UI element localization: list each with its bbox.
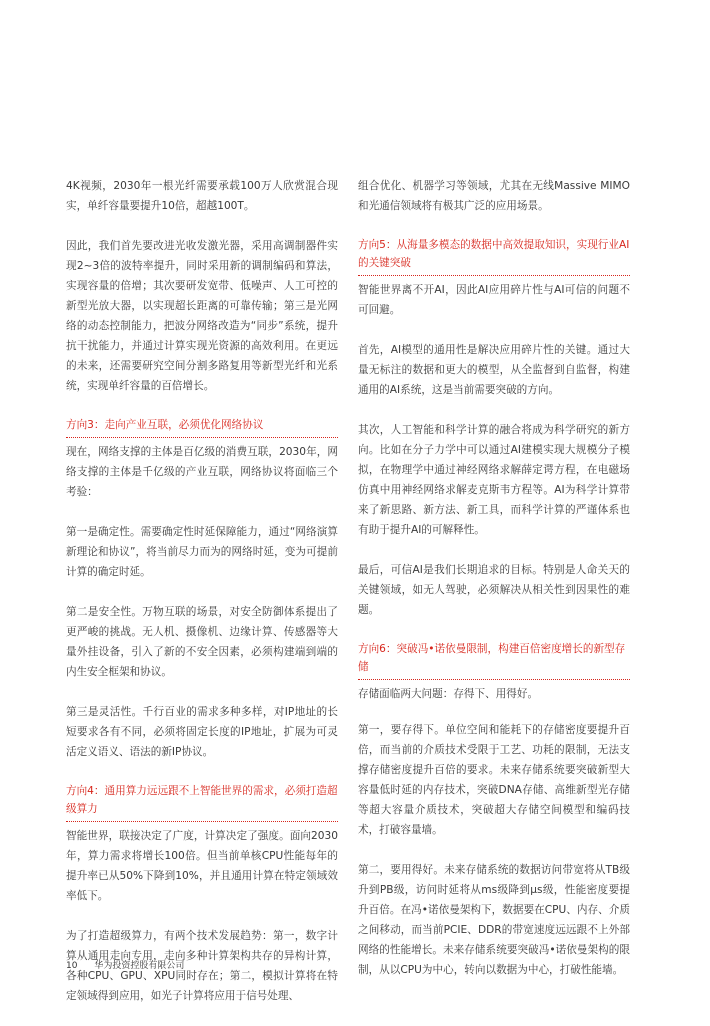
section-heading-3: 方向3：走向产业互联，必须优化网络协议 <box>66 416 338 438</box>
paragraph: 第一，要存得下。单位空间和能耗下的存储密度要提升百倍，而当前的介质技术受限于工艺、功耗的限制，无法支撑存储密度提升百倍的要求。未来存储系统要突破新型大容量低时延的内存技术，突破DNA存储、高维新型光存储等超大容量介质技术，突破超大存储空间模型和编码技术，打破容量墙。 <box>358 724 630 836</box>
section-heading-6: 方向6：突破冯•诺依曼限制，构建百倍密度增长的新型存储 <box>358 640 630 680</box>
paragraph: 智能世界，联接决定了广度，计算决定了强度。面向2030年，算力需求将增长100倍。但当前单核CPU性能每年的提升率已从50%下降到10%，并且通用计算在特定领域效率低下。 <box>66 830 338 902</box>
right-column <box>358 176 630 1000</box>
paragraph: 4K视频，2030年一根光纤需要承载100万人欣赏混合现实，单纤容量要提升10倍，超越100T。 <box>66 180 338 212</box>
paragraph: 智能世界离不开AI，因此AI应用碎片性与AI可信的问题不可回避。 <box>358 284 630 316</box>
page-footer <box>66 958 184 971</box>
paragraph: 组合优化、机器学习等领域，尤其在无线Massive MIMO和光通信领域将有极其广泛的应用场景。 <box>358 180 630 212</box>
paragraph: 第二，要用得好。未来存储系统的数据访问带宽将从TB级升到PB级，访问时延将从ms级降到μs级，性能密度要提升百倍。在冯•诺依曼架构下，数据要在CPU、内存、介质之间移动，而当前PCIE、DDR的带宽速度远远跟不上外部网络的性能增长。未来存储系统要突破冯•诺依曼架构的限制，从以CPU为中心，转向以数据为中心，打破性能墙。 <box>358 864 630 976</box>
paragraph: 首先，AI模型的通用性是解决应用碎片性的关键。通过大量无标注的数据和更大的模型，从全监督到自监督，构建通用的AI系统，这是当前需要突破的方向。 <box>358 344 630 396</box>
paragraph: 为了打造超级算力，有两个技术发展趋势：第一，数字计算从通用走向专用，走向多种计算架构共存的异构计算，各种CPU、GPU、XPU同时存在；第二，模拟计算将在特定领域得到应用，如光子计算将应用于信号处理、 <box>66 930 338 1002</box>
section-heading-5: 方向5：从海量多模态的数据中高效提取知识，实现行业AI的关键突破 <box>358 236 630 276</box>
paragraph: 存储面临两大问题：存得下、用得好。 <box>358 688 539 700</box>
company-name: 华为投资控股有限公司 <box>94 961 185 971</box>
section-heading-4: 方向4：通用算力远远跟不上智能世界的需求，必须打造超级算力 <box>66 782 338 822</box>
left-column <box>66 176 338 1026</box>
paragraph: 因此，我们首先要改进光收发激光器，采用高调制器件实现2~3倍的波特率提升，同时采用新的调制编码和算法，实现容量的倍增；其次要研发宽带、低噪声、人工可控的新型光放大器，以实现超长距离的可靠传输；第三是光网络的动态控制能力，把波分网络改造为“同步”系统，提升抗干扰能力，并通过计算实现光资源的高效利用。在更远的未来，还需要研究空间分割多路复用等新型光纤和光系统，实现单纤容量的百倍增长。 <box>66 240 338 392</box>
paragraph: 最后，可信AI是我们长期追求的目标。特别是人命关天的关键领域，如无人驾驶，必须解决从相关性到因果性的难题。 <box>358 564 630 616</box>
paragraph: 第一是确定性。需要确定性时延保障能力，通过“网络演算新理论和协议”，将当前尽力而为的网络时延，变为可提前计算的确定时延。 <box>66 526 338 578</box>
paragraph: 其次，人工智能和科学计算的融合将成为科学研究的新方向。比如在分子力学中可以通过AI建模实现大规模分子模拟，在物理学中通过神经网络求解薛定谔方程，在电磁场仿真中用神经网络求解麦克斯韦方程等。AI为科学计算带来了新思路、新方法、新工具，而科学计算的严谨体系也有助于提升AI的可解释性。 <box>358 424 630 536</box>
page-number: 10 <box>66 961 78 971</box>
paragraph: 第三是灵活性。千行百业的需求多种多样，对IP地址的长短要求各有不同，必须将固定长度的IP地址，扩展为可灵活定义语义、语法的新IP协议。 <box>66 706 338 758</box>
paragraph: 第二是安全性。万物互联的场景，对安全防御体系提出了更严峻的挑战。无人机、摄像机、边缘计算、传感器等大量外挂设备，引入了新的不安全因素，必须构建端到端的内生安全框架和协议。 <box>66 606 338 678</box>
paragraph: 现在，网络支撑的主体是百亿级的消费互联，2030年，网络支撑的主体是千亿级的产业互联，网络协议将面临三个考验： <box>66 446 338 498</box>
